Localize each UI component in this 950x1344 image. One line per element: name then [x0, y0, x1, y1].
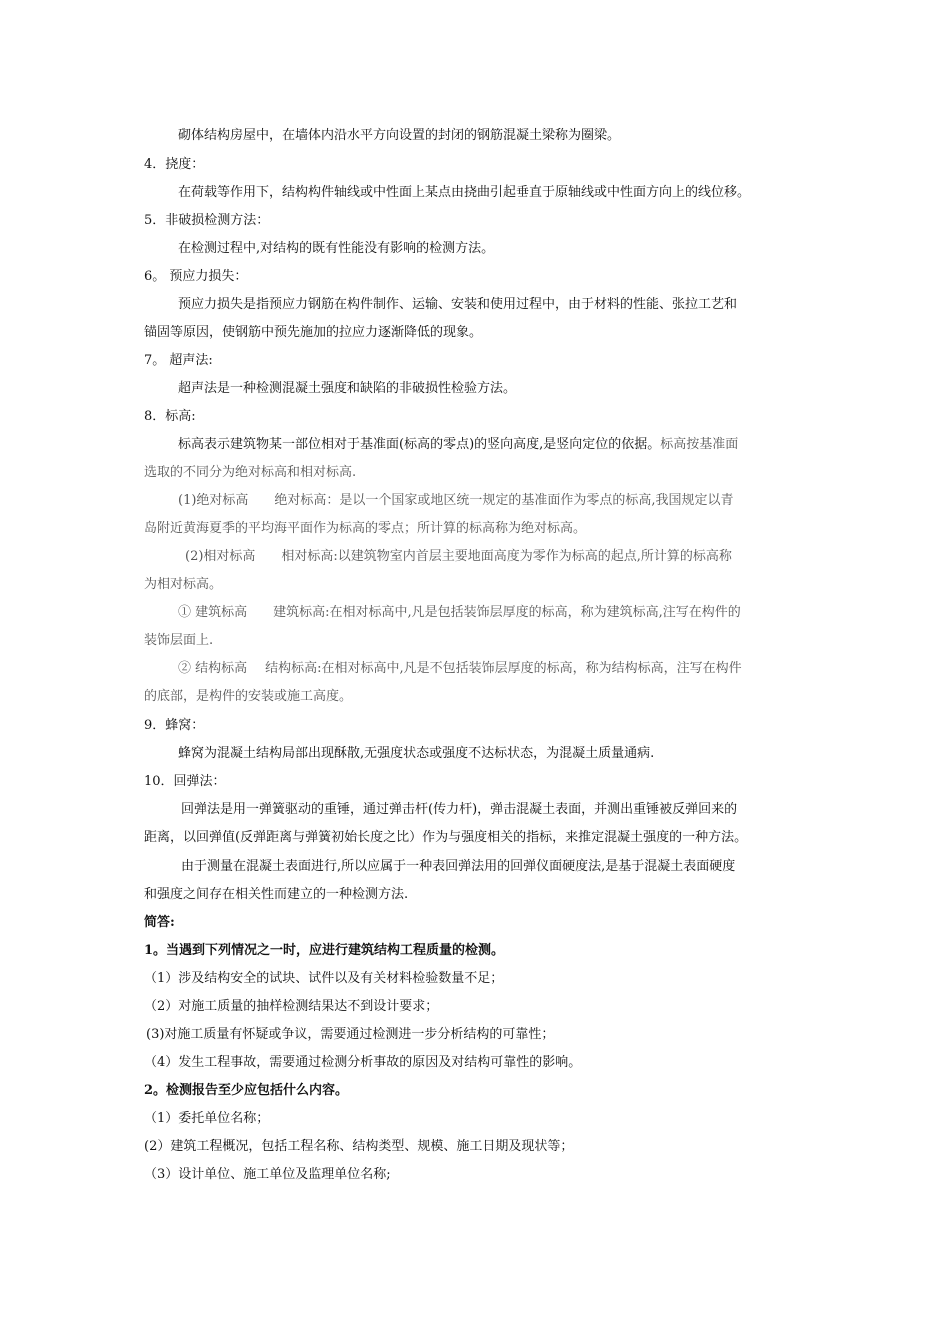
paragraph-architectural-elevation-1 — [178, 604, 950, 622]
paragraph-ultrasonic-def: 超声法是一种检测混凝土强度和缺陷的非破损性检验方法。 — [178, 381, 517, 396]
paragraph-rebound-4: 和强度之间存在相关性而建立的一种检测方法. — [144, 887, 409, 902]
term-heading-deflection: 4．挠度： — [144, 157, 205, 172]
term-heading-honeycomb: 9．蜂窝： — [144, 718, 205, 733]
paragraph-structural-elevation-1 — [178, 660, 950, 678]
paragraph-architectural-elevation-2: 装饰层面上. — [144, 633, 214, 648]
section-heading-short-answer: 简答: — [144, 915, 175, 930]
elevation-def-text-grey: 标高按基准面 — [660, 437, 739, 452]
question-heading-2: 2。检测报告至少应包括什么内容。 — [144, 1083, 349, 1098]
paragraph-rebound-1: 回弹法是用一弹簧驱动的重锤，通过弹击杆(传力杆)，弹击混凝土表面，并测出重锤被反弹回来的 — [181, 802, 738, 817]
list-item: (3)对施工质量有怀疑或争议，需要通过检测进一步分析结构的可靠性； — [146, 1027, 555, 1042]
list-item: （3）设计单位、施工单位及监理单位名称; — [144, 1167, 391, 1182]
architectural-elevation-def: 建筑标高:在相对标高中,凡是包括装饰层厚度的标高，称为建筑标高,注写在构件的 — [273, 605, 741, 620]
paragraph-ring-beam-def: 砌体结构房屋中，在墙体内沿水平方向设置的封闭的钢筋混凝土梁称为圈梁。 — [178, 128, 621, 143]
term-heading-nondestructive: 5．非破损检测方法： — [144, 213, 270, 228]
paragraph-rebound-3: 由于测量在混凝土表面进行,所以应属于一种表回弹法用的回弹仪面硬度法,是基于混凝土表面硬度 — [181, 859, 736, 874]
paragraph-absolute-elevation-2: 岛附近黄海夏季的平均海平面作为标高的零点；所计算的标高称为绝对标高。 — [144, 521, 587, 536]
elevation-def-text: 标高表示建筑物某一部位相对于基准面(标高的零点)的竖向高度,是竖向定位的依据。 — [178, 437, 661, 452]
paragraph-deflection-def: 在荷载等作用下，结构构件轴线或中性面上某点由挠曲引起垂直于原轴线或中性面方向上的线位移。 — [178, 185, 751, 200]
paragraph-absolute-elevation-1 — [178, 492, 950, 510]
question-heading-1: 1。当遇到下列情况之一时，应进行建筑结构工程质量的检测。 — [144, 943, 505, 958]
absolute-elevation-def: 绝对标高：是以一个国家或地区统一规定的基准面作为零点的标高,我国规定以青 — [274, 493, 734, 508]
paragraph-relative-elevation-1 — [185, 548, 950, 566]
structural-elevation-label: ② 结构标高 — [178, 661, 248, 676]
term-heading-elevation: 8．标高: — [144, 409, 196, 424]
paragraph-elevation-2: 选取的不同分为绝对标高和相对标高. — [144, 465, 357, 480]
relative-elevation-label: (2)相对标高 — [185, 549, 256, 564]
architectural-elevation-label: ① 建筑标高 — [178, 605, 248, 620]
structural-elevation-def: 结构标高:在相对标高中,凡是不包括装饰层厚度的标高，称为结构标高，注写在构件 — [265, 661, 742, 676]
term-heading-ultrasonic: 7。 超声法: — [144, 353, 213, 368]
list-item: （4）发生工程事故，需要通过检测分析事故的原因及对结构可靠性的影响。 — [144, 1055, 582, 1070]
paragraph-structural-elevation-2: 的底部，是构件的安装或施工高度。 — [144, 689, 353, 704]
paragraph-elevation-1 — [178, 436, 950, 454]
paragraph-relative-elevation-2: 为相对标高。 — [144, 577, 223, 592]
term-heading-rebound: 10．回弹法： — [144, 774, 226, 789]
list-item: （1）委托单位名称； — [144, 1111, 270, 1126]
paragraph-rebound-2: 距离，以回弹值(反弹距离与弹簧初始长度之比）作为与强度相关的指标，来推定混凝土强度的一种方法。 — [144, 830, 748, 845]
list-item: (2）建筑工程概况，包括工程名称、结构类型、规模、施工日期及现状等； — [144, 1139, 574, 1154]
relative-elevation-def: 相对标高:以建筑物室内首层主要地面高度为零作为标高的起点,所计算的标高称 — [281, 549, 732, 564]
paragraph-nondestructive-def: 在检测过程中,对结构的既有性能没有影响的检测方法。 — [178, 241, 495, 256]
list-item: （1）涉及结构安全的试块、试件以及有关材料检验数量不足； — [144, 971, 504, 986]
term-heading-prestress-loss: 6。 预应力损失： — [144, 269, 248, 284]
paragraph-prestress-loss-2: 锚固等原因，使钢筋中预先施加的拉应力逐渐降低的现象。 — [144, 325, 483, 340]
paragraph-honeycomb-def: 蜂窝为混凝土结构局部出现酥散,无强度状态或强度不达标状态，为混凝土质量通病. — [178, 746, 655, 761]
list-item: （2）对施工质量的抽样检测结果达不到设计要求； — [144, 999, 439, 1014]
absolute-elevation-label: (1)绝对标高 — [178, 493, 249, 508]
paragraph-prestress-loss-1: 预应力损失是指预应力钢筋在构件制作、运输、安装和使用过程中，由于材料的性能、张拉工艺和 — [178, 297, 738, 312]
